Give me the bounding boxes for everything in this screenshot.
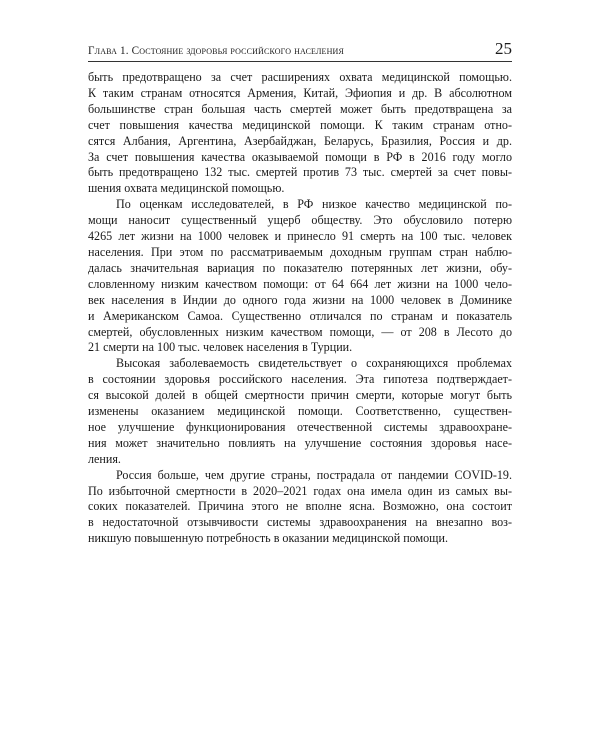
text-line: населения. При этом по рассматриваемым доходным группам стран наблю- [88,244,512,259]
text-line: в состоянии здоровья российского населения. Эта гипотеза подтверждает- [88,372,512,387]
text-line: далась значительная вариация по показателю потерянных лет жизни, обу- [88,260,512,275]
text-line: мощи наносит существенный ущерб обществу. Это обусловило потерю [88,213,512,228]
text-line: никшую повышенную потребность в оказании медицинской помощи. [88,531,448,546]
text-line: шения охвата медицинской помощью. [88,181,285,196]
chapter-title: Глава 1. Состояние здоровья российского населения [88,45,344,57]
text-line: Россия больше, чем другие страны, пострадала от пандемии COVID-19. [116,467,512,482]
text-line: 4265 лет жизни на 1000 человек и принесло 91 смерть на 100 тыс. человек [88,229,512,244]
running-header [88,39,512,62]
text-line: ся высокой долей в общей смертности причин смерти, которые могут быть [88,388,512,403]
text-line: быть предотвращено 132 тыс. смертей против 73 тыс. смертей за счет повы- [88,165,512,180]
text-line: По избыточной смертности в 2020–2021 годах она имела один из самых вы- [88,483,512,498]
text-line: большинстве стран большая часть смертей может быть предотвращена за [88,101,512,116]
text-line: Высокая заболеваемость свидетельствует о сохраняющихся проблемах [116,356,512,371]
text-line: 21 смерти на 100 тыс. человек населения в Турции. [88,340,353,355]
text-line: По оценкам исследователей, в РФ низкое качество медицинской по- [116,197,512,212]
text-line: изменены оказанием медицинской помощи. Соответственно, существен- [88,404,512,419]
text-line: ное улучшение функционирования отечественной системы здравоохране- [88,419,512,434]
paragraph-2 [88,197,512,356]
paragraph-3 [88,356,512,467]
page-number: 25 [495,39,512,58]
text-line: в недостаточной отзывчивости системы здравоохранения на внезапно воз- [88,515,512,530]
text-line: ния может значительно повлиять на улучшение состояния здоровья насе- [88,435,512,450]
text-line: век населения в Индии до одного года жизни на 1000 человек в Доминике [88,292,512,307]
text-line: и Американском Самоа. Существенно отличался по странам и показатель [88,308,512,323]
text-line: смертей, обусловленных низким качеством помощи, — от 208 в Лесото до [88,324,512,339]
text-line: счет повышения качества медицинской помощи. К таким странам отно- [88,117,512,132]
text-line: быть предотвращено за счет расширениях охвата медицинской помощью. [88,70,512,84]
text-line: сятся Албания, Аргентина, Азербайджан, Беларусь, Бразилия, Россия и др. [88,133,512,148]
text-line: словленному низким качеством помощи: от 64 664 лет жизни на 1000 чело- [88,276,512,291]
body-text [88,70,512,547]
text-line: ления. [88,451,121,466]
paragraph-4 [88,468,512,548]
text-line: За счет повышения качества оказываемой помощи в РФ в 2016 году могло [88,149,512,164]
text-line: К таким странам относятся Армения, Китай, Эфиопия и др. В абсолютном [88,85,512,100]
text-line: соких показателей. Причина этого не вполне ясна. Возможно, она состоит [88,499,512,514]
paragraph-1 [88,70,512,197]
